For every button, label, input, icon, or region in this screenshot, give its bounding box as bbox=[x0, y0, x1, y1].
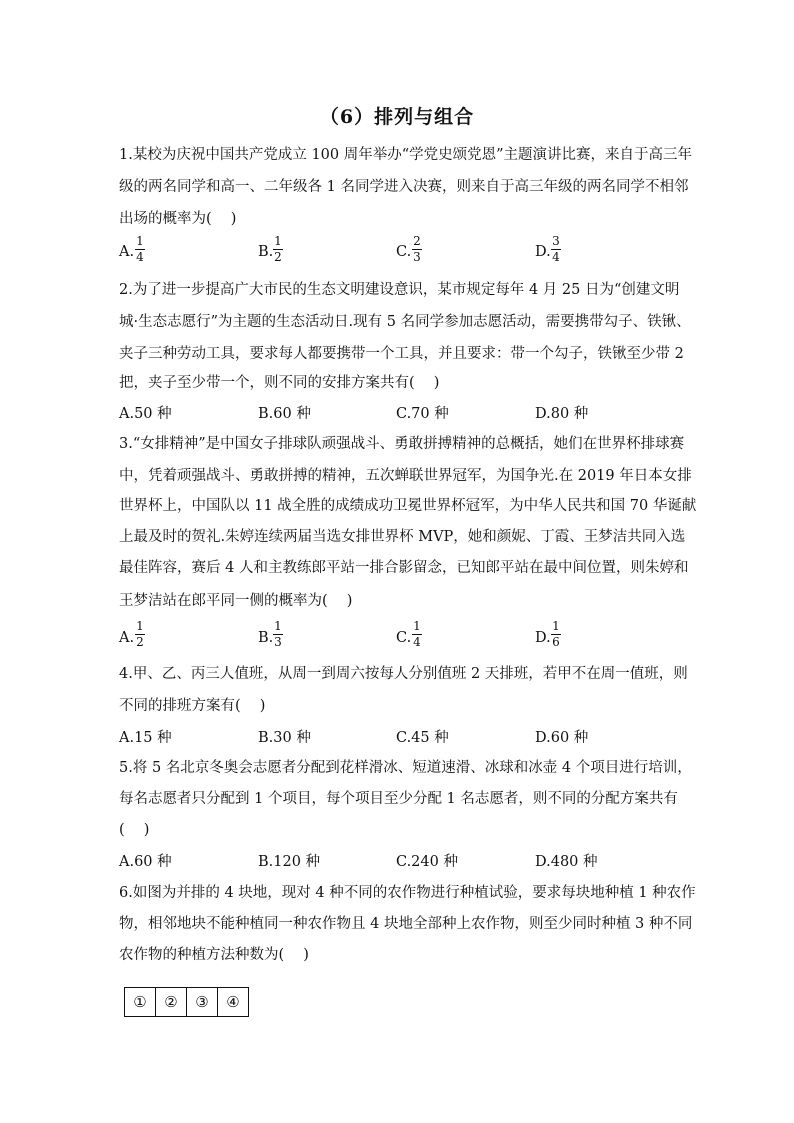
denominator: 4 bbox=[413, 635, 421, 649]
q2-line-1: 2.为了进一步提高广大市民的生态文明建设意识，某市规定每年 4 月 25 日为“创建文明 bbox=[119, 282, 680, 298]
q3-option-a[interactable] bbox=[119, 628, 134, 648]
denominator: 2 bbox=[136, 635, 144, 649]
numerator: 1 bbox=[274, 234, 282, 248]
q3-option-a-fraction bbox=[135, 620, 145, 649]
q1-line-1: 1.某校为庆祝中国共产党成立 100 周年举办“学党史颂党恩”主题演讲比赛，来自于高三年 bbox=[119, 147, 693, 163]
q1-line-2: 级的两名同学和高一、二年级各 1 名同学进入决赛，则来自于高三年级的两名同学不相邻 bbox=[119, 179, 689, 195]
q5-option-d[interactable]: D.480 种 bbox=[535, 854, 598, 870]
q3-line-2: 中，凭着顽强战斗、勇敢拼搏的精神，五次蝉联世界冠军，为国争光.在 2019 年日本女排 bbox=[119, 468, 692, 484]
q5-option-a[interactable]: A.60 种 bbox=[119, 854, 172, 870]
q1-line-3: 出场的概率为( ) bbox=[119, 211, 237, 227]
q1-option-b[interactable] bbox=[258, 242, 273, 262]
plot-cell-1: ① bbox=[125, 988, 156, 1016]
q6-line-3: 农作物的种植方法种数为( ) bbox=[119, 947, 309, 963]
q2-option-a[interactable]: A.50 种 bbox=[119, 406, 172, 422]
q2-line-2: 城·生态志愿行”为主题的生态活动日.现有 5 名同学参加志愿活动，需要携带勾子、铁锹、 bbox=[119, 314, 691, 330]
q3-option-c-fraction bbox=[412, 620, 422, 649]
q2-line-3: 夹子三种劳动工具，要求每人都要携带一个工具，并且要求：带一个勾子，铁锹至少带 2 bbox=[119, 346, 684, 362]
q1-option-c[interactable] bbox=[396, 242, 411, 262]
q3-line-4: 上最及时的贺礼.朱婷连续两届当选女排世界杯 MVP，她和颜妮、丁霞、王梦洁共同入选 bbox=[119, 529, 686, 545]
plot-cell-4: ④ bbox=[226, 993, 240, 1011]
q1-option-c-fraction bbox=[412, 235, 422, 264]
denominator: 3 bbox=[413, 250, 421, 264]
denominator: 4 bbox=[552, 250, 560, 264]
numerator: 1 bbox=[413, 619, 421, 633]
q1-option-d-fraction bbox=[551, 235, 561, 264]
q4-line-2: 不同的排班方案有( ) bbox=[119, 698, 266, 714]
plot-cell-3: ③ bbox=[187, 988, 218, 1016]
option-label: B. bbox=[258, 630, 274, 646]
numerator: 1 bbox=[274, 619, 282, 633]
q4-option-b[interactable]: B.30 种 bbox=[258, 730, 311, 746]
q3-option-d-fraction bbox=[551, 620, 561, 649]
q4-option-a[interactable]: A.15 种 bbox=[119, 730, 172, 746]
numerator: 1 bbox=[552, 619, 560, 633]
q2-option-c[interactable]: C.70 种 bbox=[396, 406, 449, 422]
numerator: 3 bbox=[552, 234, 560, 248]
q3-option-b-fraction bbox=[273, 620, 283, 649]
option-label: D. bbox=[535, 244, 551, 260]
numerator: 1 bbox=[136, 234, 144, 248]
q1-option-a[interactable] bbox=[119, 242, 134, 262]
q4-option-c[interactable]: C.45 种 bbox=[396, 730, 449, 746]
numerator: 1 bbox=[136, 619, 144, 633]
q4-option-d[interactable]: D.60 种 bbox=[535, 730, 589, 746]
denominator: 4 bbox=[136, 250, 144, 264]
q4-line-1: 4.甲、乙、丙三人值班，从周一到周六按每人分别值班 2 天排班，若甲不在周一值班，则 bbox=[119, 666, 688, 682]
q5-option-b[interactable]: B.120 种 bbox=[258, 854, 321, 870]
q3-line-1: 3.“女排精神”是中国女子排球队顽强战斗、勇敢拼搏精神的总概括，她们在世界杯排球赛 bbox=[119, 436, 685, 452]
q5-line-1: 5.将 5 名北京冬奥会志愿者分配到花样滑冰、短道速滑、冰球和冰壶 4 个项目进行培训， bbox=[119, 760, 692, 776]
q6-line-1: 6.如图为并排的 4 块地，现对 4 种不同的农作物进行种植试验，要求每块地种植 1 种农作 bbox=[119, 885, 696, 901]
q3-line-6: 王梦洁站在郎平同一侧的概率为( ) bbox=[119, 593, 353, 609]
option-label: D. bbox=[535, 630, 551, 646]
q2-line-4: 把，夹子至少带一个，则不同的安排方案共有( ) bbox=[119, 375, 440, 391]
q3-line-3: 世界杯上，中国队以 11 战全胜的成绩成功卫冕世界杯冠军，为中华人民共和国 70 华诞献 bbox=[119, 498, 697, 514]
q1-option-d[interactable] bbox=[535, 242, 551, 262]
q2-option-b[interactable]: B.60 种 bbox=[258, 406, 311, 422]
plot-cell-2: ② bbox=[156, 988, 187, 1016]
denominator: 3 bbox=[274, 635, 282, 649]
q3-line-5: 最佳阵容，赛后 4 人和主教练郎平站一排合影留念，已知郎平站在最中间位置，则朱婷和 bbox=[119, 560, 689, 576]
q5-line-2: 每名志愿者只分配到 1 个项目，每个项目至少分配 1 名志愿者，则不同的分配方案共有 bbox=[119, 791, 678, 807]
numerator: 2 bbox=[413, 234, 421, 248]
option-label: C. bbox=[396, 244, 412, 260]
q5-option-c[interactable]: C.240 种 bbox=[396, 854, 458, 870]
option-label: A. bbox=[119, 630, 135, 646]
q3-option-b[interactable] bbox=[258, 628, 273, 648]
denominator: 2 bbox=[274, 250, 282, 264]
plot-grid bbox=[124, 987, 249, 1017]
denominator: 6 bbox=[552, 635, 560, 649]
q2-option-d[interactable]: D.80 种 bbox=[535, 406, 589, 422]
q1-option-b-fraction bbox=[273, 235, 283, 264]
q3-option-c[interactable] bbox=[396, 628, 411, 648]
q1-option-a-fraction bbox=[135, 235, 145, 264]
q3-option-d[interactable] bbox=[535, 628, 551, 648]
option-label: A. bbox=[119, 244, 135, 260]
q6-line-2: 物，相邻地块不能种植同一种农作物且 4 块地全部种上农作物，则至少同时种植 3 种不同 bbox=[119, 916, 693, 932]
option-label: B. bbox=[258, 244, 274, 260]
page-title: （6）排列与组合 bbox=[319, 106, 475, 128]
q5-line-3: ( ) bbox=[119, 822, 150, 838]
option-label: C. bbox=[396, 630, 412, 646]
